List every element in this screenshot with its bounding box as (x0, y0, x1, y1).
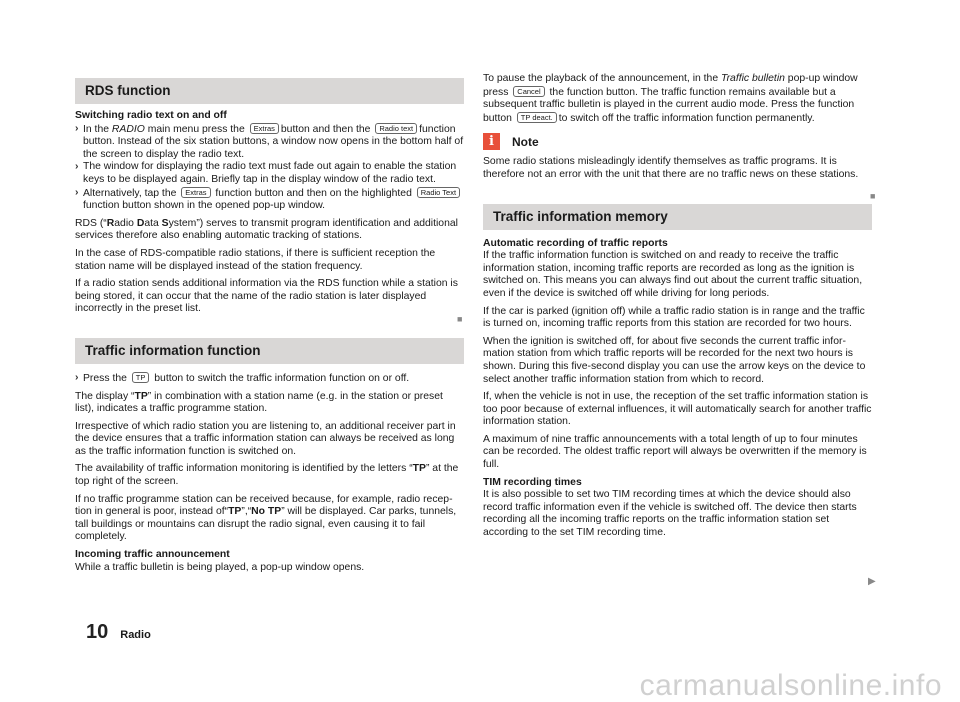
tp-key: TP (132, 372, 150, 383)
extras-key: Extras (250, 123, 279, 134)
text: RDS (“ (75, 217, 107, 229)
text: pop-up window press (483, 73, 858, 98)
text: adio (114, 217, 137, 229)
paragraph: If the traffic information function is switched on and ready to receive the traffic information station, incoming traffic reports are recorded as long as the ignition is switched on. This means you can always find out about the current traffic situation, even if the device is switched off while driving for long periods. (483, 250, 863, 299)
arrow-right-icon: › (75, 371, 79, 383)
extras-key: Extras (181, 187, 210, 198)
text: function button and then on the highlighted (212, 187, 415, 199)
arrow-right-icon: › (75, 186, 79, 198)
text: The display “ (75, 390, 135, 402)
tp-deact-key: TP deact. (517, 112, 557, 123)
paragraph: In the case of RDS-compatible radio stations, if there is sufficient reception the station name will be displayed instead of the station frequency. (75, 247, 436, 272)
section-heading-rds: RDS function (75, 78, 464, 104)
left-column (75, 78, 464, 579)
text: ” in combination with a station name (e.g. in the station or preset list), indicates a traffic programme station. (75, 390, 443, 415)
text: The window for displaying the radio text must fade out again to enable the station keys to be displayed again. Briefly tap in the display window of the radio text. (83, 161, 457, 185)
section-heading-traffic: Traffic information function (75, 338, 464, 364)
text-bold: S (161, 217, 169, 229)
note-text: Some radio stations misleadingly identify themselves as traffic programs. It is therefore not an error with the unit that there are no traffic news on these stations. (483, 156, 859, 180)
paragraph: If the car is parked (ignition off) while a traffic radio station is in range and the traffic is turned on, incoming traffic reports from this station are recorded for two hours. (483, 305, 865, 330)
text-italic: Traffic bulletin (721, 73, 785, 84)
text: main menu press the (144, 123, 248, 135)
paragraph: While a traffic bulletin is being played, a pop-up window opens. (75, 561, 365, 573)
text: Alternatively, tap the (83, 187, 180, 199)
section-heading-memory: Traffic information memory (483, 204, 872, 230)
paragraph-pause (483, 73, 872, 125)
subheading-tim: TIM recording times (483, 476, 582, 488)
text: button to switch the traffic information function on or off. (151, 372, 410, 384)
text: ata (144, 217, 162, 229)
page-number: 10 (86, 621, 109, 643)
text: The availability of traffic information monitoring is identified by the letters “ (75, 463, 413, 475)
radio-text-key: Radio Text (417, 187, 460, 198)
text: ystem”) serves to transmit program identification and additional services therefore also enabling automatic tracking of stations. (75, 217, 458, 242)
radio-text-key: Radio text (375, 123, 417, 134)
text-bold: R (106, 217, 115, 229)
cancel-key: Cancel (513, 86, 544, 97)
paragraph: It is also possible to set two TIM recording times at which the device should also record traffic information even if the vehicle is switched off. The device then starts recording all the incoming traffic reports on the traffic information station set according to the set TIM recording time. (483, 489, 857, 539)
text-italic: RADIO (111, 123, 145, 135)
section-end-icon: ■ (870, 191, 876, 201)
paragraph: Irrespective of which radio station you are listening to, an additional receiver part in the device ensures that a traffic information station can always be received as long as the traffic information function is switched on. (75, 420, 456, 457)
text: To pause the playback of the announcement, in the (483, 73, 721, 84)
subheading-radio-text: Switching radio text on and off (75, 110, 227, 121)
text-bold: TP (412, 463, 426, 475)
paragraph-rds-definition (75, 218, 464, 243)
text: ” will be displayed. Car parks, tunnels, tall buildings or mountains can disrupt the radio signal, even causing it to fail completely. (75, 506, 457, 543)
subheading-automatic: Automatic recording of traffic reports (483, 237, 668, 249)
text: Press the (83, 372, 130, 384)
info-icon: i (483, 133, 500, 150)
text-bold: D (136, 217, 145, 229)
section-end-icon: ■ (457, 314, 463, 324)
text-bold: TP (228, 506, 242, 518)
bullet-1 (75, 123, 464, 162)
text-bold: TP (134, 390, 148, 402)
paragraph: If a radio station sends additional information via the RDS function while a station is being stored, it can occur that the name of the radio station is later displayed incorrectly in the preset list. (75, 278, 458, 315)
paragraph: A maximum of nine traffic announcements with a total length of up to four minutes can be recorded. The oldest traffic report will always be overwritten if the memory is full. (483, 433, 867, 471)
text: to switch off the traffic information function permanently. (558, 112, 815, 124)
text: function button shown in the opened pop-up window. (83, 200, 326, 212)
bullet-3 (75, 187, 464, 213)
paragraph: If, when the vehicle is not in use, the reception of the set traffic information station is too poor because of external influences, it will automatically search for another traffic information station. (483, 391, 872, 428)
text: the function button. The traffic function remains available but a subsequent traffic bulletin is played in the current audio mode. Press the function button (483, 86, 855, 124)
paragraph: When the ignition is switched off, for about five seconds the current traffic information station from which traffic reports will be recorded for the next two hours is shown. During this five-second display you can use the arrow keys on the device to select another traffic information station from which to record. (483, 335, 866, 385)
watermark: carmanualsonline.info (639, 669, 942, 702)
paragraph (75, 463, 464, 488)
paragraph (75, 494, 464, 544)
text-bold: No TP (251, 506, 282, 518)
page-footer (86, 621, 151, 643)
text: button and then the (280, 123, 374, 135)
note-header (483, 133, 872, 150)
bullet-tp (75, 372, 464, 386)
arrow-right-icon: › (75, 161, 79, 173)
text: ” at the top right of the screen. (75, 463, 459, 488)
text: In the (83, 123, 112, 135)
right-column (483, 73, 872, 545)
subheading-incoming: Incoming traffic announcement (75, 549, 230, 561)
note-title: Note (512, 134, 539, 149)
continue-arrow-icon: ▶ (868, 576, 876, 587)
section-name: Radio (120, 629, 151, 641)
paragraph (75, 391, 464, 416)
bullet-2 (75, 161, 464, 186)
arrow-right-icon: › (75, 122, 79, 134)
text: If no traffic programme station can be received because, for example, radio reception in general is poor, instead of“ (75, 493, 453, 518)
text: ”,“ (241, 506, 252, 518)
text: function button. Instead of the six station buttons, a window now opens in the bottom half of the screen to display the radio text. (83, 123, 464, 160)
